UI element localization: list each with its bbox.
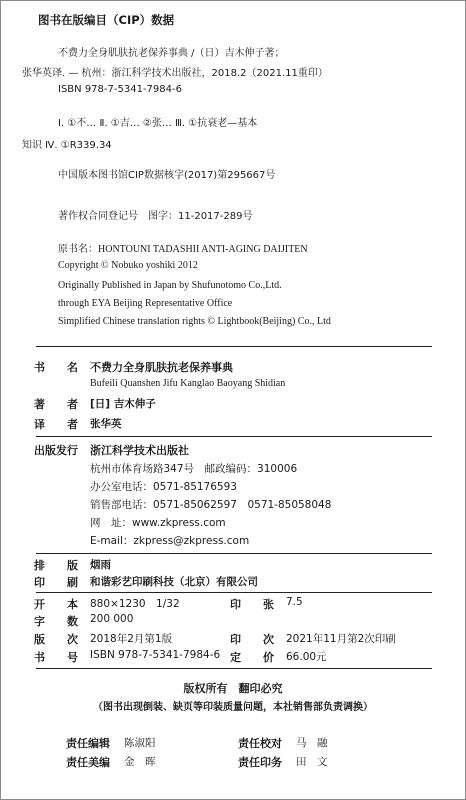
author: [日] 吉木伸子 [90,398,156,410]
office-phone: 办公室电话：0571-85176593 [90,481,237,493]
translator-label: 译 者 [34,418,78,431]
publisher-name: 浙江科学技术出版社 [90,444,189,457]
cip-classification-2: 知识 Ⅳ. ①R339.34 [22,140,112,151]
layout-value: 烟雨 [90,559,111,571]
art-editor-label: 责任美编 [66,756,110,769]
cip-data-number: 中国版本图书馆CIP数据核字(2017)第295667号 [58,170,276,181]
cip-isbn: ISBN 978-7-5341-7984-6 [58,84,182,95]
agency-line: through EYA Beijing Representative Office [58,298,233,309]
divider-4 [36,592,432,593]
format-value: 880×1230 1/32 [90,598,180,610]
isbn-label: 书 号 [34,651,78,664]
editor-label: 责任编辑 [66,737,110,750]
divider-3 [36,553,432,554]
format-label: 开 本 [34,598,78,611]
words-value: 200 000 [90,613,134,625]
divider-2 [36,436,432,437]
translation-rights: Simplified Chinese translation rights © Lightbook(Beijing) Co., Ltd [58,316,331,327]
proofreader-name: 马 融 [296,737,328,749]
printer: 和谐彩艺印刷科技（北京）有限公司 [90,576,258,588]
publisher-label: 出版发行 [34,444,78,457]
print-manager-name: 田 文 [296,756,328,768]
print-manager-label: 责任印务 [238,756,282,769]
divider-5 [36,668,432,669]
book-title: 不费力全身肌肤抗老保养事典 [90,361,233,374]
price-value: 66.00元 [286,651,327,663]
impression-label: 印 次 [230,633,274,646]
book-pinyin: Bufeili Quanshen Jifu Kanglao Baoyang Shidian [90,378,286,389]
print-label: 印 刷 [34,576,78,589]
quality-notice: （图书出现倒装、缺页等印装质量问题，本社销售部负责调换） [93,702,373,713]
sheets-value: 7.5 [286,596,303,608]
divider-top [36,346,432,347]
cip-classification-1: Ⅰ. ①不… Ⅱ. ①吉… ②张… Ⅲ. ①抗衰老—基本 [58,118,258,129]
cip-title-line: 不费力全身肌肤抗老保养事典 /（日）吉木伸子著； [58,48,285,59]
email: E-mail：zkpress@zkpress.com [90,535,250,547]
impression-value: 2021年11月第2次印刷 [286,633,396,645]
rights-notice: 版权所有 翻印必究 [183,682,283,695]
proofreader-label: 责任校对 [238,737,282,750]
sales-phone: 销售部电话：0571-85062597 0571-85058048 [90,499,332,511]
art-editor-name: 金 晖 [124,756,156,768]
original-publisher: Originally Published in Japan by Shufunotomo Co.,Ltd. [58,280,282,291]
sheets-label: 印 张 [230,598,274,611]
price-label: 定 价 [230,651,274,664]
title-label: 书 名 [34,361,78,374]
edition-label: 版 次 [34,633,78,646]
translator: 张华英 [90,418,122,430]
copyright-line: Copyright © Nobuko yoshiki 2012 [58,260,198,271]
original-title: 原书名：HONTOUNI TADASHII ANTI-AGING DAIJITEN [58,244,308,255]
isbn-value: ISBN 978-7-5341-7984-6 [90,649,221,661]
cip-translator-line: 张华英译. — 杭州：浙江科学技术出版社，2018.2（2021.11重印） [22,68,328,79]
cip-heading: 图书在版编目（CIP）数据 [38,13,175,27]
edition-value: 2018年2月第1版 [90,633,173,645]
copyright-registration: 著作权合同登记号 图字：11-2017-289号 [58,211,253,222]
editor-name: 陈淑阳 [124,737,156,749]
website: 网 址：www.zkpress.com [90,517,226,529]
author-label: 著 者 [34,398,78,411]
words-label: 字 数 [34,615,78,628]
layout-label: 排 版 [34,559,78,572]
publisher-address: 杭州市体育场路347号 邮政编码：310006 [90,463,298,475]
